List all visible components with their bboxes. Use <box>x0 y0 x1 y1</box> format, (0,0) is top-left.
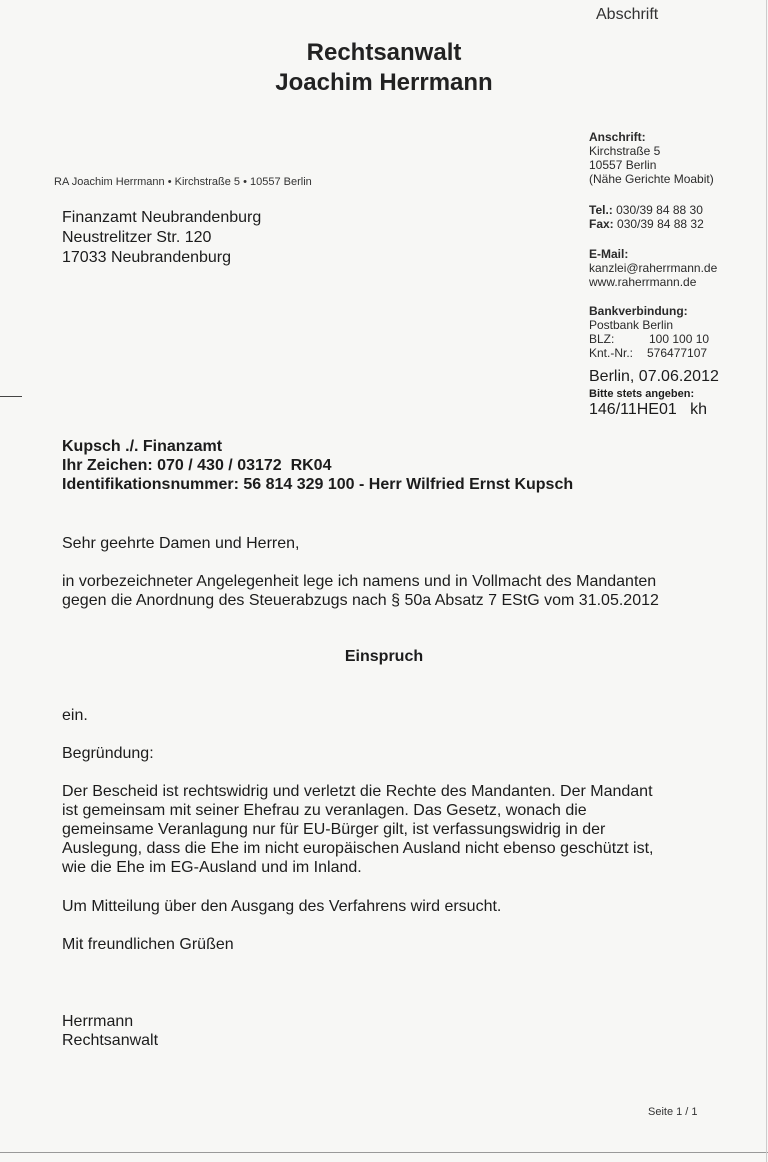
recipient-address <box>62 208 261 268</box>
tel-value: 030/39 84 88 30 <box>616 203 703 217</box>
sidebar-email <box>589 247 717 289</box>
email-label: E-Mail: <box>589 247 629 261</box>
address-line: 10557 Berlin <box>589 158 657 172</box>
text-line: ist gemeinsam mit seiner Ehefrau zu veranlagen. Das Gesetz, wonach die <box>62 802 587 819</box>
letterhead-title: Rechtsanwalt <box>306 39 462 66</box>
subject-line: Ihr Zeichen: 070 / 430 / 03172 RK04 <box>62 457 332 474</box>
recipient-line: Finanzamt Neubrandenburg <box>62 209 262 226</box>
fax-label: Fax: <box>589 217 614 231</box>
recipient-line: 17033 Neubrandenburg <box>62 249 232 266</box>
text-line: Auslegung, dass die Ehe im nicht europäischen Ausland nicht ebenso geschützt ist, <box>62 840 654 857</box>
address-line: (Nähe Gerichte Moabit) <box>589 172 714 186</box>
scan-edge <box>0 1152 768 1153</box>
tel-label: Tel.: <box>589 203 613 217</box>
text-line: Der Bescheid ist rechtswidrig und verletzt die Rechte des Mandanten. Der Mandant <box>62 783 653 800</box>
web-value: www.raherrmann.de <box>589 275 697 289</box>
intro-paragraph <box>62 572 659 610</box>
recipient-line: Neustrelitzer Str. 120 <box>62 229 212 246</box>
text-line: wie die Ehe im EG-Ausland und im Inland. <box>62 859 362 876</box>
subject-block <box>62 437 573 494</box>
address-line: Kirchstraße 5 <box>589 144 661 158</box>
letter-date: Berlin, 07.06.2012 <box>589 368 719 385</box>
signature-block <box>62 1012 158 1050</box>
email-value: kanzlei@raherrmann.de <box>589 261 718 275</box>
reasoning-paragraph <box>62 782 653 877</box>
bank-name: Postbank Berlin <box>589 318 674 332</box>
objection-title: Einspruch <box>344 648 424 665</box>
bank-label: Bankverbindung: <box>589 304 688 318</box>
subject-line: Kupsch ./. Finanzamt <box>62 438 223 455</box>
blz-value: 100 100 10 <box>649 332 710 346</box>
fold-mark <box>0 396 22 397</box>
reference-value: 146/11HE01 kh <box>589 401 708 418</box>
blz-label: BLZ: <box>589 332 615 346</box>
sender-line: RA Joachim Herrmann • Kirchstraße 5 • 10557 Berlin <box>54 176 312 188</box>
salutation: Sehr geehrte Damen und Herren, <box>62 535 300 552</box>
signature-name: Herrmann <box>62 1013 134 1030</box>
knt-label: Knt.-Nr.: <box>589 346 634 360</box>
text-line: in vorbezeichneter Angelegenheit lege ich namens und in Vollmacht des Mandanten <box>62 573 657 590</box>
text-line: gemeinsame Veranlagung nur für EU-Bürger gilt, ist verfassungswidrig in der <box>62 821 606 838</box>
text-line: gegen die Anordnung des Steuerabzugs nach § 50a Absatz 7 EStG vom 31.05.2012 <box>62 592 659 609</box>
sidebar-phone <box>589 203 704 231</box>
copy-stamp: Abschrift <box>596 6 659 23</box>
reasoning-label: Begründung: <box>62 745 154 762</box>
subject-line: Identifikationsnummer: 56 814 329 100 - Herr Wilfried Ernst Kupsch <box>62 476 574 493</box>
address-label: Anschrift: <box>589 130 646 144</box>
letterhead-name: Joachim Herrmann <box>275 69 493 96</box>
reference-label: Bitte stets angeben: <box>589 388 695 400</box>
scan-edge <box>766 0 767 1162</box>
signature-title: Rechtsanwalt <box>62 1032 159 1049</box>
fax-value: 030/39 84 88 32 <box>617 217 704 231</box>
closing: Mit freundlichen Grüßen <box>62 936 234 953</box>
sidebar-bank <box>589 304 709 360</box>
knt-value: 576477107 <box>647 346 708 360</box>
sidebar-address <box>589 130 714 186</box>
page-number: Seite 1 / 1 <box>648 1106 698 1118</box>
request-paragraph: Um Mitteilung über den Ausgang des Verfahrens wird ersucht. <box>62 898 502 915</box>
objection-end: ein. <box>62 707 88 724</box>
